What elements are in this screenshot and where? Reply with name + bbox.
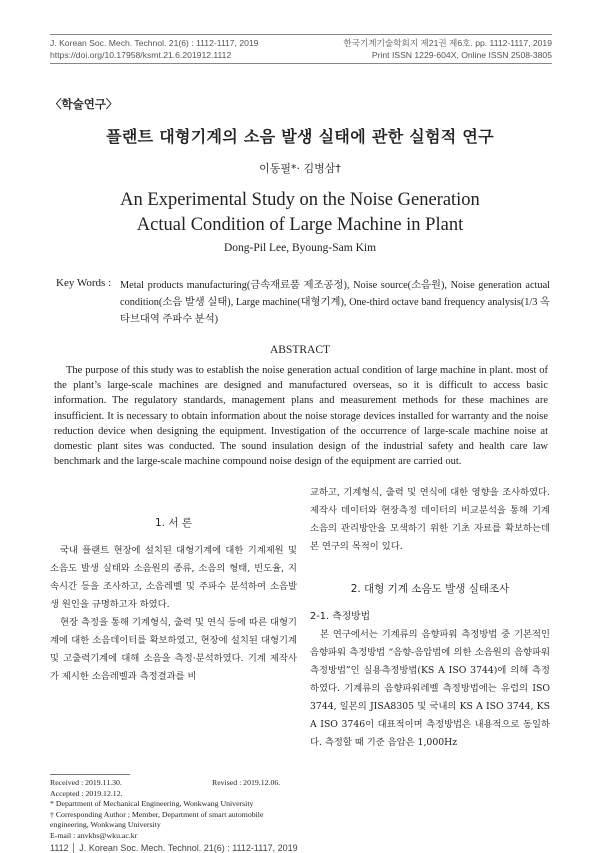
article-category: 〈학술연구〉 [50, 97, 118, 111]
korean-title: 플랜트 대형기계의 소음 발생 실태에 관한 실험적 연구 [106, 127, 494, 146]
received-date: Received : 2019.11.30. [50, 778, 122, 787]
paragraph: 교하고, 기계형식, 출력 및 연식에 대한 영향을 조사하였다. 제작사 데이터와 현장측정 데이터의 비교분석을 통해 기계소음의 관리방안을 모색하기 위한 기초 자료를 확보하는데 본 연구의 목적이 있다. [310, 487, 550, 552]
paragraph: 본 연구에서는 기계류의 음향파워 측정방법 중 기본적인 음향파워 측정방법 “음향-음압법에 의한 소음원의 음향파워 측정방법”인 실용측정방법(KS A ISO 3744)에 의해 측정하였다. 기계류의 음향파워레벨 측정방법에는 유럽의 ISO 3744, 일본의 JISA8305 및 국내의 KS A ISO 3744, KS A ISO 3746이 대표적이며 측정방법은 내용적으로 동일하다. 측정할 때 기준 음압은 1,000Hz [310, 629, 550, 748]
abstract-text: The purpose of this study was to establish the noise generation actual condition of large machine in plant. most of the plant’s large-scale machines are designed and manufactured overseas, so it is difficult to access basic information. The regulatory standards, management plans and measurement methods for these machines are insufficient. It is necessary to obtain information about the noise storage devices installed for warranty and the noise reduction device when designing the equipment. Investigation of the occurrence of large-scale machine noise at domestic plant sites was conducted. The sound insulation design of the industrial safety and health care law benchmark and the large-scale machine compound noise design of the equipment are carried out. [54, 365, 548, 468]
page-footer: 1112 │ J. Korean Soc. Mech. Technol. 21(6) : 1112-1117, 2019 [50, 843, 298, 853]
revised-date: Revised : 2019.12.06. [212, 778, 281, 787]
subsection-heading-method: 2-1. 측정방법 [310, 611, 371, 622]
affiliation-first-author: * Department of Mechanical Engineering, Wonkwang University [50, 799, 254, 808]
footnote-rule [50, 774, 130, 775]
header-rule-bottom [50, 63, 552, 64]
doi-link[interactable]: https://doi.org/10.17958/ksmt.21.6.201912.1112 [50, 50, 232, 60]
journal-citation: J. Korean Soc. Mech. Technol. 21(6) : 1112-1117, 2019 [50, 38, 259, 48]
english-authors: Dong-Pil Lee, Byoung-Sam Kim [223, 242, 377, 254]
keywords-text: Metal products manufacturing(금속재료품 제조공정), Noise source(소음원), Noise generation actual condition(소음 발생 실태), Large machine(대형기계), One-third octave band frequency analysis(1/3 옥타브대역 주파수 분석) [120, 280, 550, 325]
body-column-left [50, 514, 297, 686]
affiliation-corresponding-cont: engineering, Wonkwang University [50, 820, 161, 829]
body-column-right [310, 484, 550, 752]
section-heading-survey: 2. 대형 기계 소음도 발생 실태조사 [350, 583, 510, 595]
journal-korean-citation: 한국기계기술학회지 제21권 제6호. pp. 1112-1117, 2019 [343, 38, 552, 48]
journal-issn-header [343, 37, 552, 61]
accepted-date: Accepted : 2019.12.12. [50, 788, 123, 798]
abstract-title: ABSTRACT [269, 344, 331, 356]
footnotes [50, 778, 300, 841]
corresponding-email[interactable]: E-mail : anvkbs@wku.ac.kr [50, 830, 138, 840]
english-title-line2: Actual Condition of Large Machine in Plant [136, 215, 464, 235]
issn-line: Print ISSN 1229-604X, Online ISSN 2508-3805 [371, 50, 552, 60]
paragraph: 국내 플랜트 현장에 설치된 대형기계에 대한 기계제원 및 소음도 발생 실태와 소음원의 종류, 소음의 형태, 빈도율, 지속시간 등을 조사하고, 소음레벨 및 주파수 분석하여 소음발생 원인을 규명하고자 하였다. [50, 545, 297, 610]
keywords-label: Key Words : [56, 277, 112, 289]
journal-citation-header [50, 37, 258, 61]
korean-authors: 이동필*· 김병삼† [259, 162, 341, 175]
english-title-line1: An Experimental Study on the Noise Generation [120, 190, 480, 210]
english-title [0, 188, 600, 238]
affiliation-corresponding: † Corresponding Author ; Member, Department of smart automobile [50, 809, 264, 819]
paragraph: 현장 측정을 통해 기계형식, 출력 및 연식 등에 따른 대형기계에 대한 소음데이터를 확보하였고, 현장에 설치된 대형기계 및 고출력기계에 대해 소음을 측정·분석하였다. 기계 제작사가 제시한 소음레벨과 측정결과를 비 [50, 617, 297, 682]
header-rule-top [50, 34, 552, 35]
received-dates [50, 778, 300, 789]
section-heading-introduction: 1. 서 론 [155, 517, 192, 529]
